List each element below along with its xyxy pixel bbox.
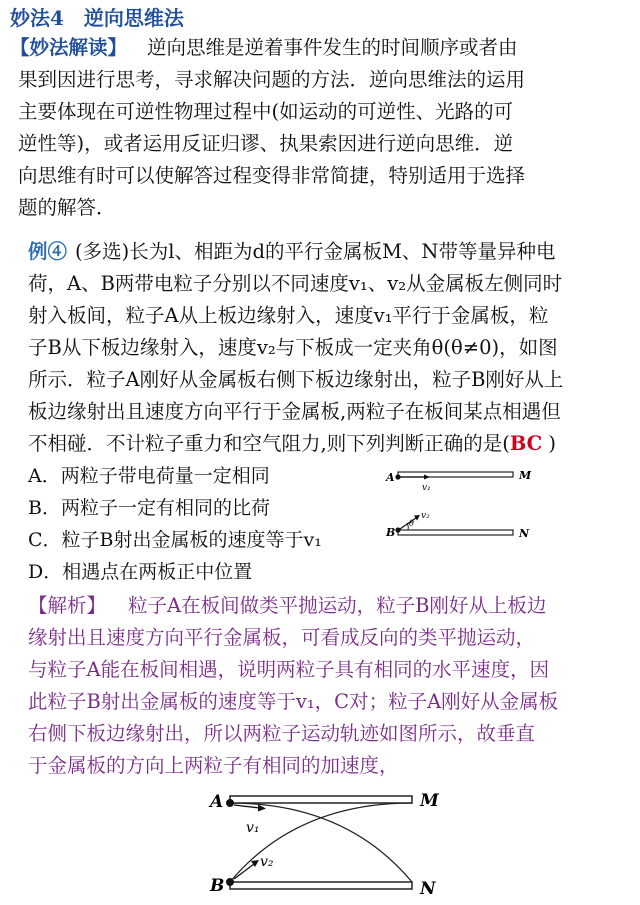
large-plate-m <box>230 796 412 803</box>
small-label-v1: v₁ <box>422 483 431 493</box>
example-line-6: 板边缘射出且速度方向平行于金属板,两粒子在板间某点相遇但 <box>28 400 561 423</box>
small-v2-arrowhead <box>414 515 420 521</box>
small-v1-arrowhead <box>424 475 430 480</box>
large-label-m: M <box>420 791 439 811</box>
trajectory-b <box>230 803 412 882</box>
example-line-5: 所示．粒子A刚好从金属板右侧下板边缘射出，粒子B刚好从上 <box>28 368 564 391</box>
answer-text: BC <box>509 432 543 455</box>
example-line-3: 射入板间，粒子A从上板边缘射入，速度v₁平行于金属板，粒 <box>28 304 549 327</box>
example-line-4: 子B从下板边缘射入，速度v₂与下板成一定夹角θ(θ≠0)，如图 <box>28 336 558 359</box>
method-line-5: 向思维有时可以使解答过程变得非常简捷，特别适用于选择 <box>18 164 526 187</box>
example-line-1: 例④ (多选)长为l、相距为d的平行金属板M、N带等量异种电 <box>28 240 556 263</box>
option-d: D．相遇点在两板正中位置 <box>28 561 253 583</box>
analysis-line-5: 右侧下板边缘射出，所以两粒子运动轨迹如图所示，故垂直 <box>28 722 536 745</box>
small-label-n: N <box>519 527 530 540</box>
example-label: 例④ <box>28 240 68 263</box>
method-line-4: 逆性等)，或者运用反证归谬、执果索因进行逆向思维．逆 <box>18 132 514 155</box>
example-line-2: 荷，A、B两带电粒子分别以不同速度v₁、v₂从金属板左侧同时 <box>28 272 563 295</box>
small-particle-b <box>395 527 400 532</box>
large-plate-n <box>230 882 412 889</box>
analysis-line-1: 【解析】 粒子A在板间做类平抛运动，粒子B刚好从上板边 <box>28 594 547 617</box>
small-particle-a <box>395 474 400 479</box>
analysis-line-3: 与粒子A能在板间相遇，说明两粒子具有相同的水平速度，因 <box>28 658 550 681</box>
large-trajectory-figure <box>196 784 456 902</box>
large-label-n: N <box>420 879 436 899</box>
analysis-line-6: 于金属板的方向上两粒子有相同的加速度， <box>28 754 399 777</box>
option-c: C．粒子B射出金属板的速度等于v₁ <box>28 529 322 551</box>
small-plate-m <box>398 472 513 477</box>
small-label-a: A <box>386 471 395 484</box>
small-label-theta: θ <box>409 519 414 528</box>
small-plate-n <box>398 530 513 535</box>
large-particle-a <box>226 799 234 807</box>
analysis-line-4: 此粒子B射出金属板的速度等于v₁，C对；粒子A刚好从金属板 <box>28 690 559 713</box>
large-label-a: A <box>210 792 224 812</box>
method-line-6: 题的解答． <box>18 196 116 219</box>
large-label-v1: v₁ <box>246 820 260 836</box>
analysis-tag: 【解析】 <box>28 594 107 617</box>
analysis-line-2: 缘射出且速度方向平行金属板，可看成反向的类平抛运动， <box>28 626 536 649</box>
option-a: A．两粒子带电荷量一定相同 <box>28 465 270 487</box>
small-label-b: B <box>386 526 396 539</box>
method-line-3: 主要体现在可逆性物理过程中(如运动的可逆性、光路的可 <box>18 100 514 123</box>
method-line-2: 果到因进行思考，寻求解决问题的方法．逆向思维法的运用 <box>18 68 526 91</box>
small-label-v2: v₂ <box>421 511 430 521</box>
option-b: B．两粒子一定有相同的比荷 <box>28 497 270 519</box>
small-label-m: M <box>519 469 532 482</box>
large-label-b: B <box>210 876 225 896</box>
large-particle-b <box>226 878 234 886</box>
example-line-7: 不相碰．不计粒子重力和空气阻力,则下列判断正确的是(BC ) <box>28 432 556 455</box>
method-line-1: 【妙法解读】 逆向思维是逆着事件发生的时间顺序或者由 <box>10 36 518 59</box>
trajectory-a <box>230 803 412 882</box>
method-reading-tag: 【妙法解读】 <box>10 36 128 59</box>
large-label-v2: v₂ <box>260 854 274 870</box>
large-v1-arrow <box>234 805 260 808</box>
small-plates-figure <box>376 462 536 544</box>
method-title: 妙法4 逆向思维法 <box>10 6 184 30</box>
